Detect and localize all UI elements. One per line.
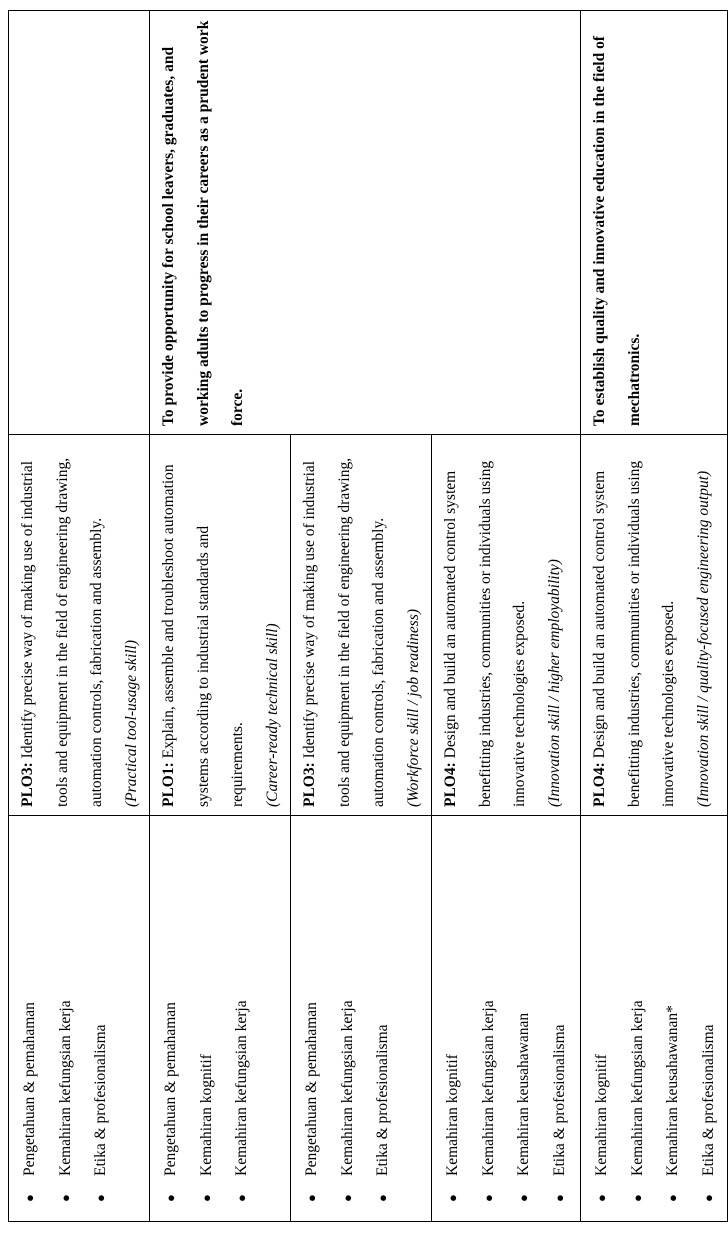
plo-cell: [150, 435, 291, 816]
list-item: [471, 824, 507, 1221]
skills-cell: [291, 816, 432, 1222]
skills-cell: [581, 816, 728, 1222]
table-row: [581, 11, 728, 1222]
objective-cell: [9, 11, 150, 435]
plo-code: PLO1:: [160, 762, 177, 807]
bullet-icon: ●: [57, 1194, 73, 1202]
bullet-icon: ●: [198, 1194, 214, 1202]
list-item: [153, 824, 189, 1221]
plo-text: Identify precise way of making use of industrial tools and equipment in the field of engineering drawing, automation controls, fabrication and assembly.: [301, 457, 387, 807]
list-item: [542, 824, 578, 1221]
plo-note: (Career-ready technical skill): [263, 623, 281, 807]
bullet-icon: ●: [629, 1194, 645, 1202]
plo-code: PLO3:: [301, 762, 318, 807]
skill-label: Pengetahuan & pemahaman: [303, 1002, 320, 1176]
skill-label: Kemahiran kefungsian kerja: [338, 1000, 356, 1176]
plo-text: Design and build an automated control system benefitting industries, communities or individuals using innovative technologies exposed.: [591, 460, 677, 807]
bullet-icon: ●: [304, 1194, 319, 1202]
plo-text: Identify precise way of making use of industrial tools and equipment in the field of engineering drawing, automation controls, fabrication and assembly.: [19, 457, 105, 807]
plo-note: (Innovation skill / quality-focused engineering output): [694, 470, 712, 807]
plo-text: Design and build an automated control system benefitting industries, communities or individuals using innovative technologies exposed.: [442, 460, 528, 807]
list-item: [506, 824, 542, 1221]
bullet-icon: ●: [665, 1194, 680, 1202]
bullet-icon: ●: [375, 1194, 390, 1202]
list-item: [584, 824, 620, 1221]
plo-cell: [9, 435, 150, 816]
skill-label: Etika & profesionalisma: [92, 1024, 109, 1176]
plo-note: (Workforce skill / job readiness): [404, 608, 422, 807]
objective-cell: [581, 11, 728, 435]
list-item: [330, 824, 366, 1221]
list-item: [189, 824, 225, 1221]
list-item: [655, 824, 691, 1221]
plo-code: PLO3:: [19, 762, 36, 807]
skill-label: Etika & profesionalisma: [699, 1024, 717, 1176]
skill-label: Kemahiran kognitif: [197, 1054, 215, 1176]
skill-label: Kemahiran keusahawanan: [515, 1012, 532, 1176]
list-item: [294, 824, 330, 1221]
list-item: [12, 824, 48, 1221]
objective-text: To establish quality and innovative education in the field of mechatronics.: [591, 35, 643, 426]
list-item: [365, 824, 401, 1221]
skill-label: Kemahiran kognitif: [444, 1054, 461, 1176]
objective-cell: [150, 11, 581, 435]
bullet-icon: ●: [551, 1194, 567, 1202]
bullet-icon: ●: [445, 1194, 460, 1202]
skill-label: Kemahiran kefungsian kerja: [233, 1000, 250, 1176]
skill-label: Kemahiran keusahawanan*: [664, 1005, 681, 1176]
plo-note: (Innovation skill / higher employability): [545, 559, 563, 807]
table-row: [150, 11, 291, 1222]
plo-code: PLO4:: [442, 762, 459, 807]
bullet-icon: ●: [594, 1194, 609, 1202]
skill-label: Pengetahuan & pemahaman: [162, 1002, 179, 1176]
skill-label: Kemahiran kefungsian kerja: [479, 1000, 497, 1176]
list-item: [691, 824, 727, 1221]
skill-label: Kemahiran kefungsian kerja: [56, 1000, 74, 1176]
plo-code: PLO4:: [591, 762, 608, 807]
bullet-icon: ●: [93, 1194, 108, 1202]
plo-cell: [581, 435, 728, 816]
skills-cell: [9, 816, 150, 1222]
skills-cell: [432, 816, 581, 1222]
skill-label: Pengetahuan & pemahaman: [21, 1002, 38, 1176]
plo-cell: [432, 435, 581, 816]
skill-label: Etika & profesionalisma: [374, 1024, 391, 1176]
plo-text: Explain, assemble and troubleshoot automation systems according to industrial standards and requirements.: [160, 464, 246, 807]
skills-cell: [150, 816, 291, 1222]
list-item: [83, 824, 119, 1221]
bullet-icon: ●: [163, 1194, 178, 1202]
skill-label: Kemahiran kognitif: [593, 1054, 610, 1176]
bullet-icon: ●: [339, 1194, 355, 1202]
bullet-icon: ●: [700, 1194, 716, 1202]
list-item: [620, 824, 656, 1221]
plo-cell: [291, 435, 432, 816]
bullet-icon: ●: [480, 1194, 496, 1202]
table-row: [9, 11, 150, 1222]
list-item: [435, 824, 471, 1221]
bullet-icon: ●: [22, 1194, 37, 1202]
list-item: [48, 824, 84, 1221]
list-item: [224, 824, 260, 1221]
plo-note: (Practical tool-usage skill): [122, 639, 140, 807]
bullet-icon: ●: [234, 1194, 249, 1202]
skill-label: Kemahiran kefungsian kerja: [628, 1000, 646, 1176]
skill-label: Etika & profesionalisma: [550, 1024, 568, 1176]
bullet-icon: ●: [516, 1194, 531, 1202]
plo-mapping-table: [8, 10, 728, 1222]
objective-text: To provide opportunity for school leavers, graduates, and working adults to progress in their careers as a prudent work force.: [160, 20, 246, 426]
